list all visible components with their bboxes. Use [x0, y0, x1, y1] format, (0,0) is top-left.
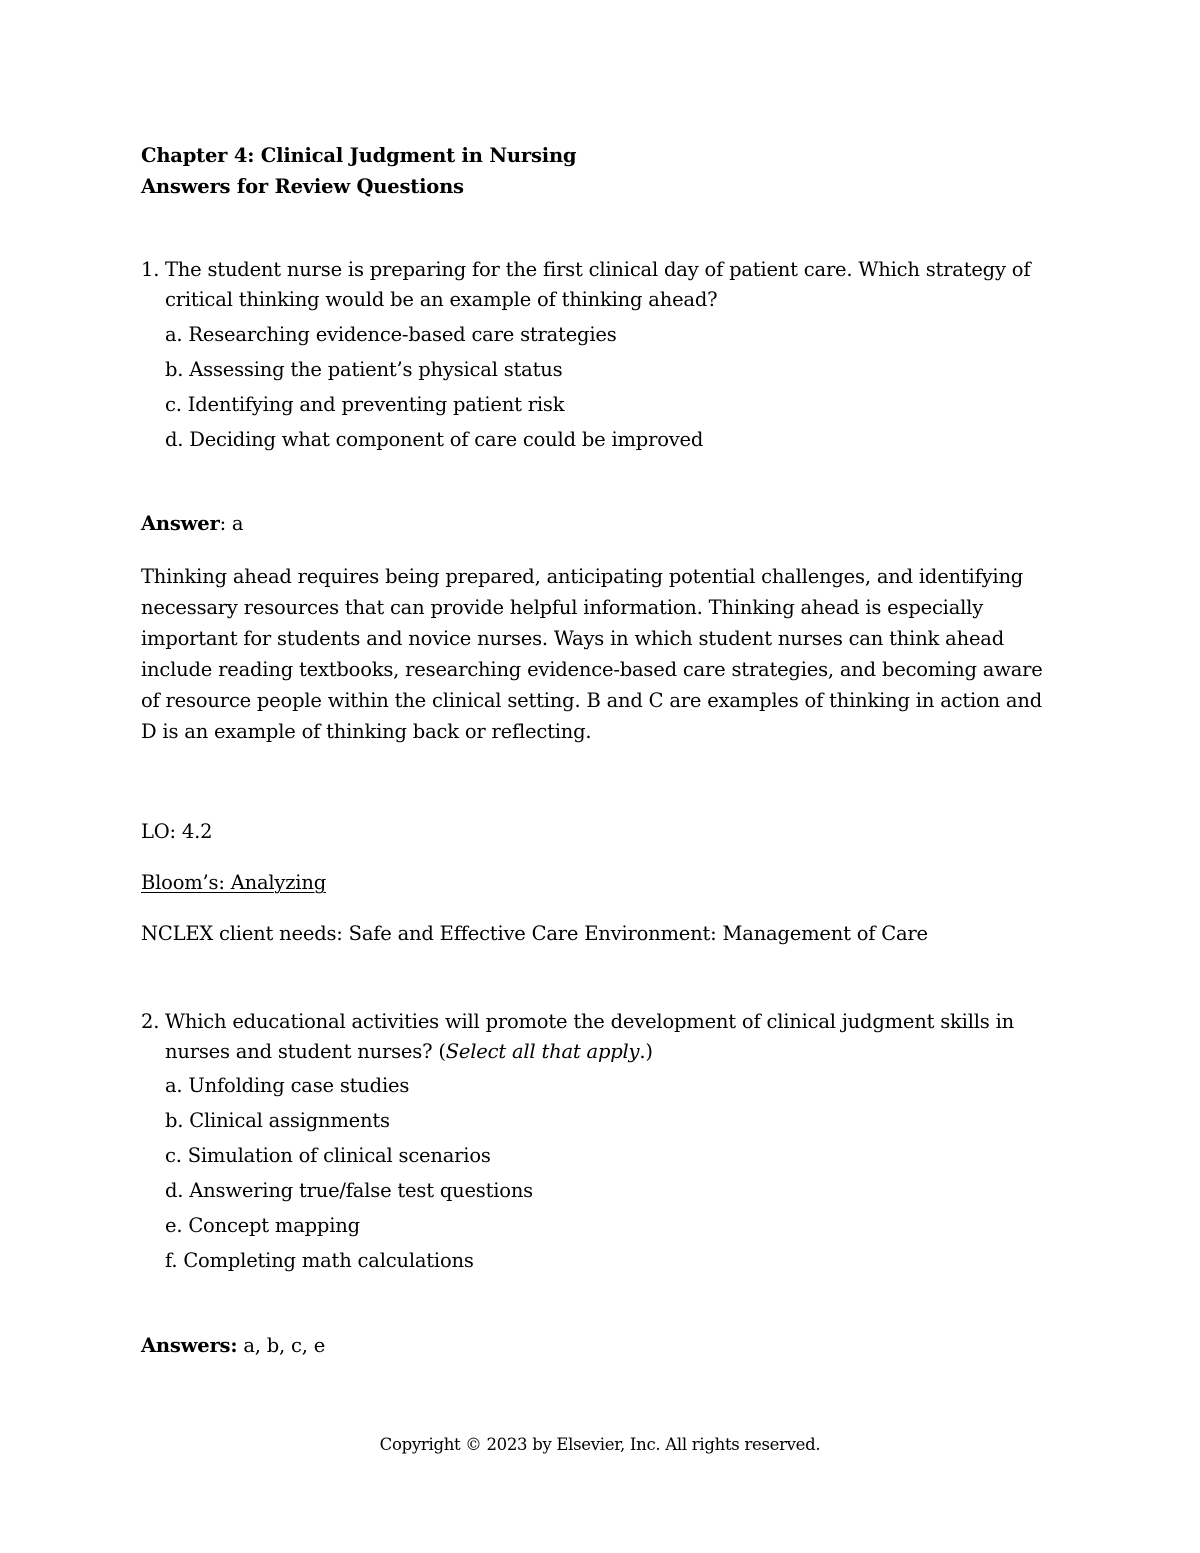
chapter-subtitle: Answers for Review Questions — [141, 175, 464, 198]
question-2-option-b: b. Clinical assignments — [165, 1109, 390, 1132]
question-2-option-f: f. Completing math calculations — [165, 1249, 474, 1272]
question-2-text — [141, 1007, 1041, 1067]
question-2-text-main: Which educational activities will promote the development of clinical judgment skills in nurses and student nurses? ( — [165, 1010, 1014, 1063]
question-1-stem — [141, 255, 1041, 315]
question-1-option-d: d. Deciding what component of care could be improved — [165, 428, 704, 451]
answer-value: : a — [219, 512, 244, 535]
question-2-stem — [141, 1007, 1041, 1067]
question-2-option-c: c. Simulation of clinical scenarios — [165, 1144, 491, 1167]
question-1-text: The student nurse is preparing for the first clinical day of patient care. Which strategy of critical thinking would be an example of thinking ahead? — [165, 258, 1031, 311]
answers-value: a, b, c, e — [237, 1334, 326, 1357]
learning-objective: LO: 4.2 — [141, 820, 213, 843]
question-2-option-d: d. Answering true/false test questions — [165, 1179, 533, 1202]
question-2-number: 2. — [141, 1010, 160, 1033]
answers-label: Answers: — [141, 1334, 238, 1357]
question-1-rationale: Thinking ahead requires being prepared, anticipating potential challenges, and identifying necessary resources that can provide helpful information. Thinking ahead is especially important for students and novice nurses. Ways in which student nurses can think ahead include reading textbooks, researching evidence-based care strategies, and becoming aware of resource people within the clinical setting. B and C are examples of thinking in action and D is an example of thinking back or reflecting. — [141, 565, 1043, 743]
chapter-title: Chapter 4: Clinical Judgment in Nursing — [141, 144, 577, 167]
nclex-client-needs: NCLEX client needs: Safe and Effective Care Environment: Management of Care — [141, 922, 928, 945]
question-1-answer — [141, 512, 243, 535]
question-1-option-b: b. Assessing the patient’s physical status — [165, 358, 563, 381]
blooms-level: Bloom’s: Analyzing — [141, 871, 326, 894]
question-1-option-c: c. Identifying and preventing patient risk — [165, 393, 565, 416]
question-2-answer — [141, 1334, 325, 1357]
question-1-number: 1. — [141, 258, 160, 281]
question-2-option-a: a. Unfolding case studies — [165, 1074, 410, 1097]
answer-label: Answer — [141, 512, 220, 535]
question-2-option-e: e. Concept mapping — [165, 1214, 360, 1237]
question-2-text-end: .) — [639, 1040, 653, 1063]
copyright-footer: Copyright © 2023 by Elsevier, Inc. All rights reserved. — [379, 1435, 821, 1454]
question-2-text-italic: Select all that apply — [445, 1040, 640, 1063]
question-1-option-a: a. Researching evidence-based care strategies — [165, 323, 617, 346]
